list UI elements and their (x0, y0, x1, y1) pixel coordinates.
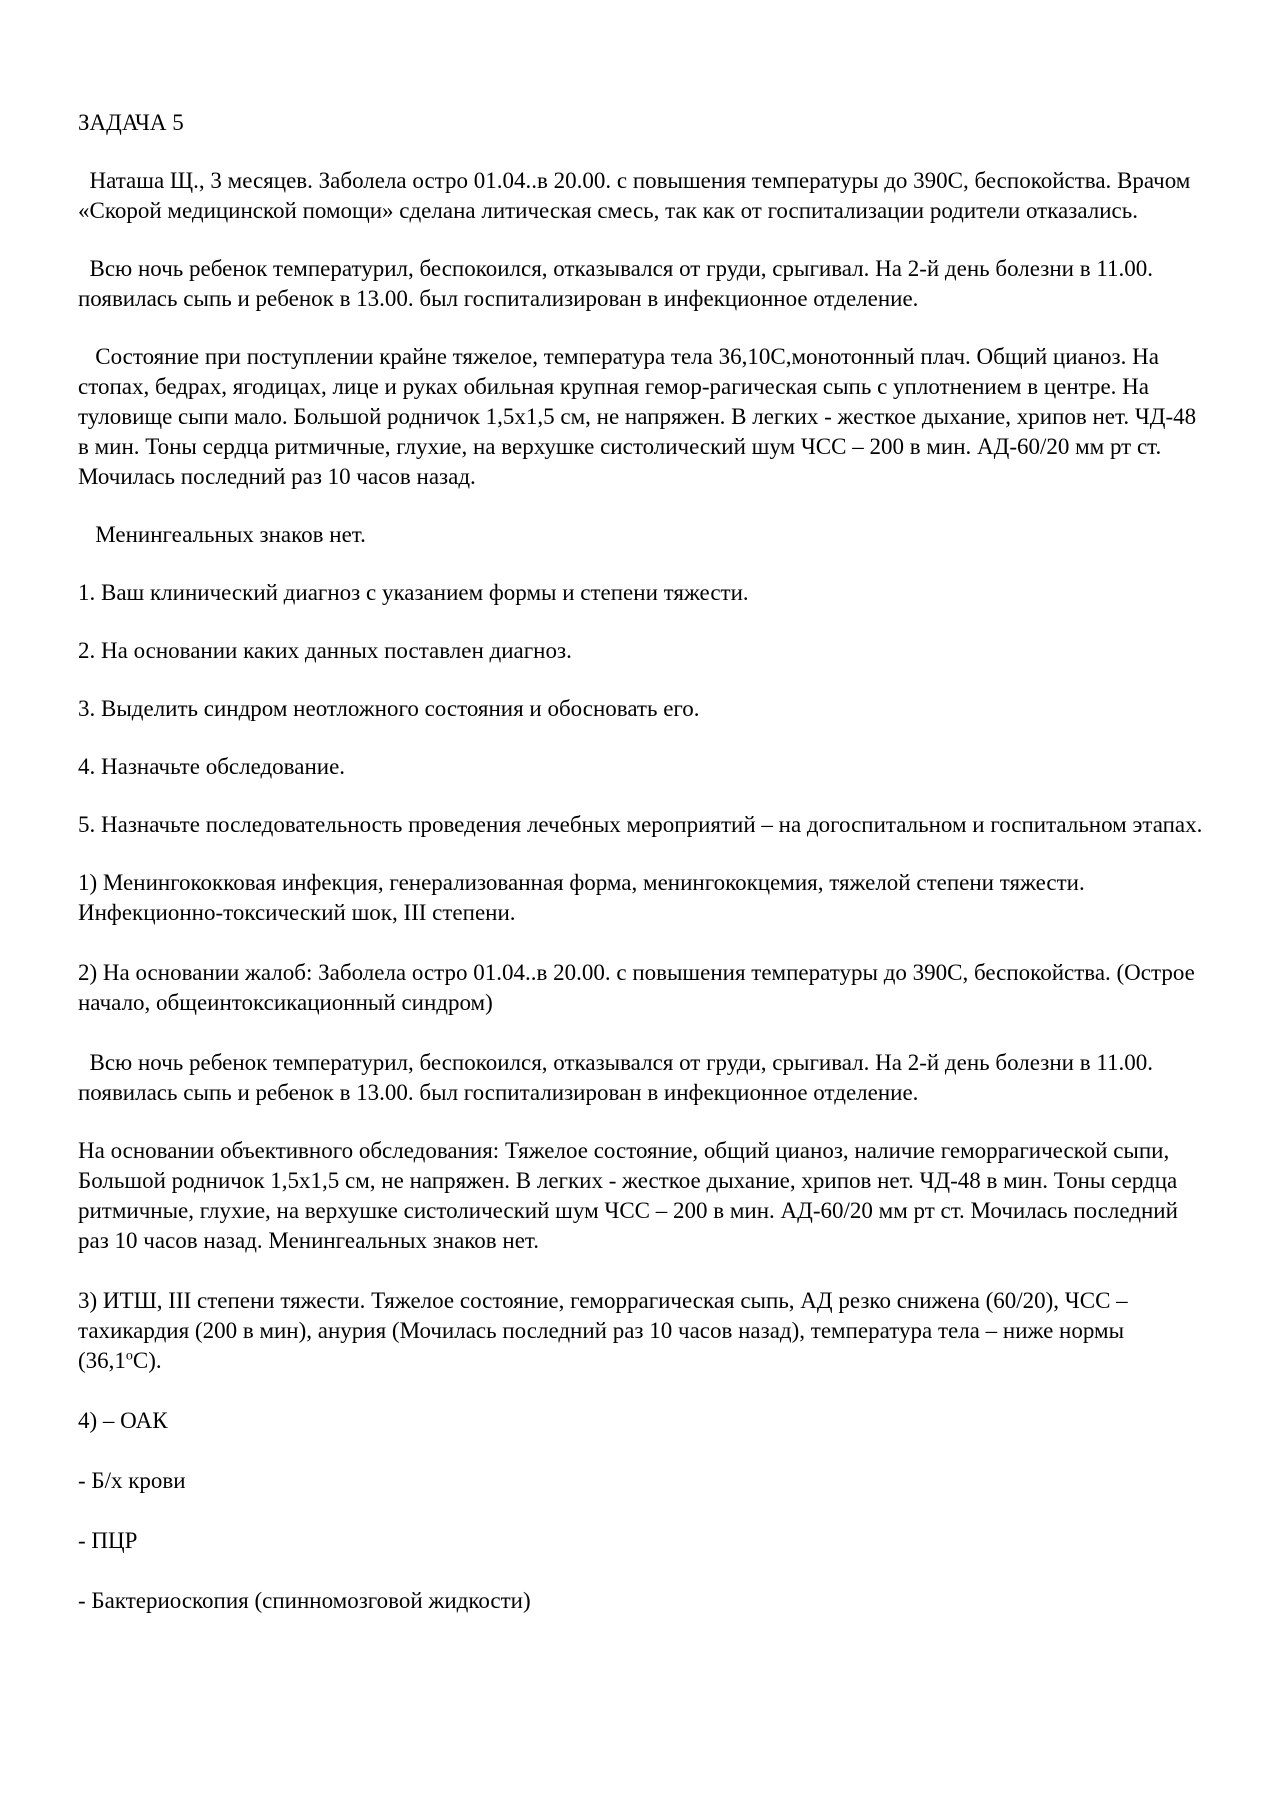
answer-3 (78, 1286, 1208, 1376)
question-5: 5. Назначьте последовательность проведения лечебных мероприятий – на догоспитальном и госпитальном этапах. (78, 812, 1203, 837)
answer-2-continued: Всю ночь ребенок температурил, беспокоился, отказывался от груди, срыгивал. На 2-й день болезни в 11.00. появилась сыпь и ребенок в 13.00. был госпитализирован в инфекционное отделение. (78, 1050, 1159, 1105)
answer-1: 1) Менингококковая инфекция, генерализованная форма, менингококцемия, тяжелой степени тяжести. Инфекционно-токсический шок, III степени. (78, 870, 1091, 925)
answer-3-text: 3) ИТШ, III степени тяжести. Тяжелое состояние, геморрагическая сыпь, АД резко снижена (60/20), ЧСС – тахикардия (200 в мин), анурия (Мочилась последний раз 10 часов назад), температура тела – ниже нормы (36,1 (78, 1288, 1134, 1373)
task-title: ЗАДАЧА 5 (78, 110, 184, 135)
answer-4-item-3: - Бактериоскопия (спинномозговой жидкости) (78, 1588, 531, 1613)
case-paragraph-1: Наташа Щ., 3 месяцев. Заболела остро 01.04..в 20.00. с повышения температуры до 390С, беспокойства. Врачом «Скорой медицинской помощи» сделана литическая смесь, так как от госпитализации родители отказались. (78, 168, 1197, 223)
answer-3-text-end: С). (132, 1348, 162, 1373)
case-paragraph-3: Состояние при поступлении крайне тяжелое, температура тела 36,10С,монотонный плач. Общий цианоз. На стопах, бедрах, ягодицах, лице и руках обильная крупная гемор-рагическая сыпь с уплотнением в центре. На туловище сыпи мало. Большой родничок 1,5х1,5 см, не напряжен. В легких - жесткое дыхание, хрипов нет. ЧД-48 в мин. Тоны сердца ритмичные, глухие, на верхушке систолический шум ЧСС – 200 в мин. АД-60/20 мм рт ст. Мочилась последний раз 10 часов назад. (78, 344, 1202, 489)
answer-4-item-1: - Б/х крови (78, 1468, 186, 1493)
question-1: 1. Ваш клинический диагноз с указанием формы и степени тяжести. (78, 580, 749, 605)
answer-2: 2) На основании жалоб: Заболела остро 01.04..в 20.00. с повышения температуры до 390С, беспокойства. (Острое начало, общеинтоксикационный синдром) (78, 960, 1201, 1015)
question-3: 3. Выделить синдром неотложного состояния и обосновать его. (78, 696, 700, 721)
answer-4: 4) – ОАК (78, 1408, 168, 1433)
case-paragraph-4: Менингеальных знаков нет. (78, 522, 366, 547)
answer-4-item-2: - ПЦР (78, 1528, 138, 1553)
answer-2-objective: На основании объективного обследования: Тяжелое состояние, общий цианоз, наличие геморрагической сыпи, Большой родничок 1,5х1,5 см, не напряжен. В легких - жесткое дыхание, хрипов нет. ЧД-48 в мин. Тоны сердца ритмичные, глухие, на верхушке систолический шум ЧСС – 200 в мин. АД-60/20 мм рт ст. Мочилась последний раз 10 часов назад. Менингеальных знаков нет. (78, 1138, 1184, 1253)
degree-superscript: о (125, 1348, 133, 1364)
case-paragraph-2: Всю ночь ребенок температурил, беспокоился, отказывался от груди, срыгивал. На 2-й день болезни в 11.00. появилась сыпь и ребенок в 13.00. был госпитализирован в инфекционное отделение. (78, 256, 1159, 311)
question-2: 2. На основании каких данных поставлен диагноз. (78, 638, 572, 663)
question-4: 4. Назначьте обследование. (78, 754, 346, 779)
document-page (78, 108, 1208, 1616)
